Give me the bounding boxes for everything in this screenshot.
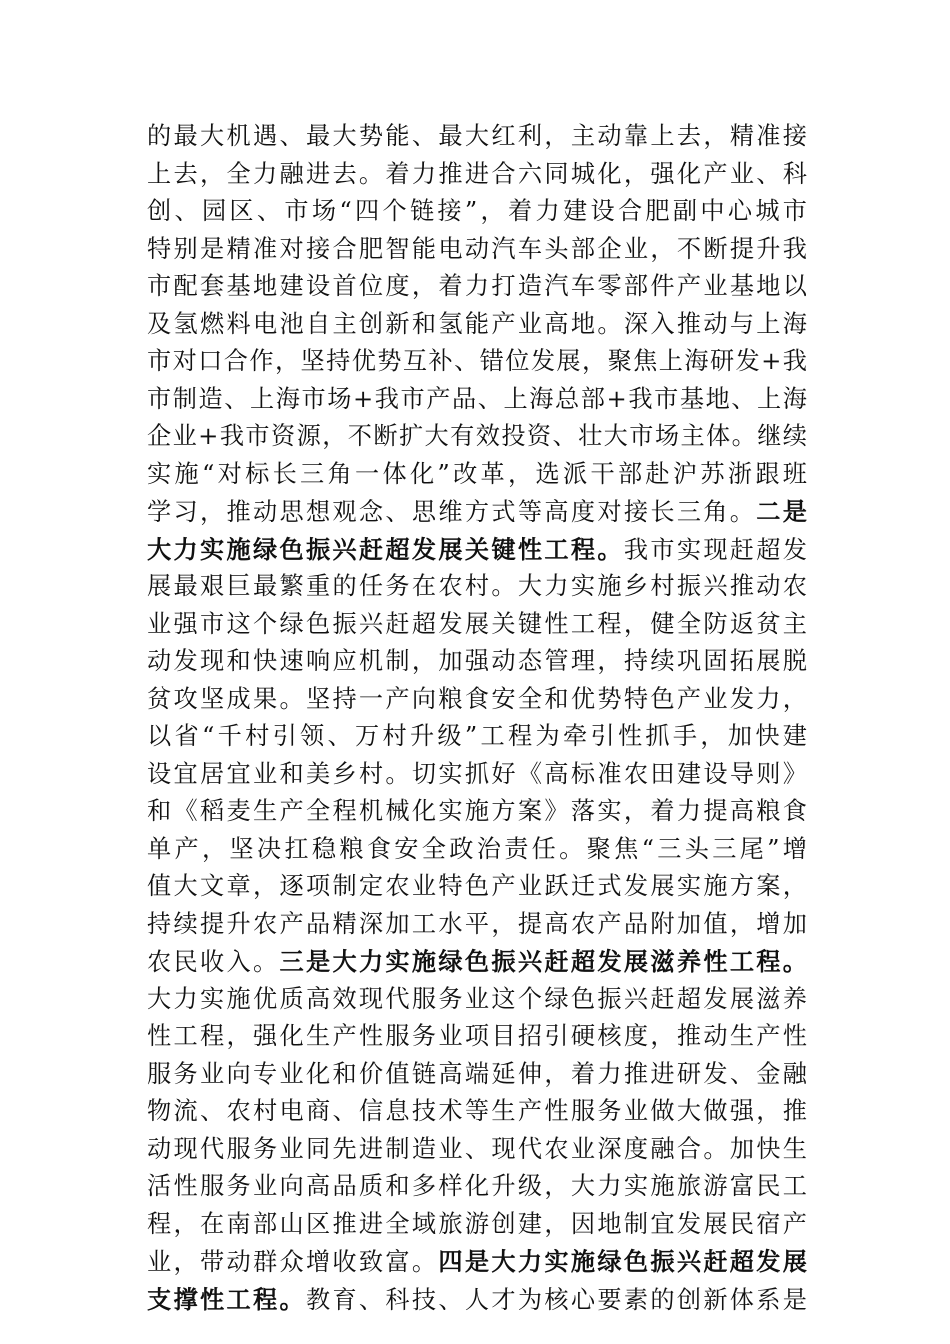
text-line [147, 531, 807, 569]
body-text: 学习，推动思想观念、思维方式等高度对接长三角。 [147, 498, 757, 526]
text-line [147, 1243, 807, 1281]
body-text: 市制造、上海市场+我市产品、上海总部+我市基地、上海 [147, 384, 807, 413]
text-line [147, 756, 807, 794]
text-line [147, 681, 807, 719]
body-text: 的最大机遇、最大势能、最大红利，主动靠上去，精准接 [147, 122, 807, 150]
text-line [147, 831, 807, 869]
text-line [147, 1056, 807, 1094]
text-line [147, 906, 807, 944]
body-text: 农民收入。 [147, 948, 280, 976]
body-text: 动发现和快速响应机制，加强动态管理，持续巩固拓展脱 [147, 647, 807, 675]
text-line [147, 381, 807, 419]
text-line [147, 793, 807, 831]
body-text: 市配套基地建设首位度，着力打造汽车零部件产业基地以 [147, 272, 807, 300]
bold-heading-text: 三是大力实施绿色振兴赶超发展滋养性工程。 [279, 947, 807, 976]
bold-heading-text: 大力实施绿色振兴赶超发展关键性工程。 [147, 534, 624, 564]
body-text: 程，在南部山区推进全域旅游创建，因地制宜发展民宿产 [147, 1209, 807, 1238]
body-text: 创、园区、市场“四个链接”，着力建设合肥副中心城市 [147, 197, 807, 225]
text-line [147, 643, 807, 681]
body-text: 动现代服务业同先进制造业、现代农业深度融合。加快生 [147, 1134, 807, 1163]
text-line [147, 1093, 807, 1131]
body-text: 和《稻麦生产全程机械化实施方案》落实，着力提高粮食 [147, 797, 807, 825]
body-text: 展最艰巨最繁重的任务在农村。大力实施乡村振兴推动农 [147, 572, 807, 600]
body-text: 设宜居宜业和美乡村。切实抓好《高标准农田建设导则》 [147, 759, 807, 788]
text-line [147, 943, 807, 981]
document-page [147, 118, 807, 1318]
text-line [147, 156, 807, 194]
body-text: 业强市这个绿色振兴赶超发展关键性工程，健全防返贫主 [147, 609, 807, 638]
body-text: 业，带动群众增收致富。 [147, 1248, 439, 1276]
body-text: 市对口合作，坚持优势互补、错位发展，聚焦上海研发+我 [147, 347, 807, 375]
body-text: 以省“千村引领、万村升级”工程为牵引性抓手，加快建 [147, 722, 807, 750]
text-line [147, 981, 807, 1019]
body-text: 特别是精准对接合肥智能电动汽车头部企业，不断提升我 [147, 234, 807, 263]
bold-heading-text: 四是大力实施绿色振兴赶超发展 [438, 1247, 807, 1276]
body-text: 服务业向专业化和价值链高端延伸，着力推进研发、金融 [147, 1059, 807, 1088]
text-line [147, 1018, 807, 1056]
text-line [147, 193, 807, 231]
text-line [147, 343, 807, 381]
body-text: 物流、农村电商、信息技术等生产性服务业做大做强，推 [147, 1097, 807, 1125]
body-text: 贫攻坚成果。坚持一产向粮食安全和优势特色产业发力， [147, 684, 807, 713]
text-line [147, 268, 807, 306]
body-text: 我市实现赶超发 [623, 535, 807, 564]
body-text: 上去，全力融进去。着力推进合六同城化，强化产业、科 [147, 159, 807, 188]
text-line [147, 493, 807, 531]
body-text: 教育、科技、人才为核心要素的创新体系是 [305, 1285, 807, 1314]
body-text: 持续提升农产品精深加工水平，提高农产品附加值，增加 [147, 909, 807, 938]
text-line [147, 1206, 807, 1244]
text-line [147, 456, 807, 494]
text-line [147, 118, 807, 156]
body-text: 性工程，强化生产性服务业项目招引硬核度，推动生产性 [147, 1022, 807, 1050]
text-line [147, 1168, 807, 1206]
bold-heading-text: 支撑性工程。 [147, 1284, 306, 1314]
text-line [147, 418, 807, 456]
body-text: 企业+我市资源，不断扩大有效投资、壮大市场主体。继续 [147, 422, 807, 450]
body-text: 大力实施优质高效现代服务业这个绿色振兴赶超发展滋养 [147, 984, 807, 1013]
text-line [147, 1281, 807, 1319]
body-text: 及氢燃料电池自主创新和氢能产业高地。深入推动与上海 [147, 309, 807, 338]
text-line [147, 231, 807, 269]
bold-heading-text: 二是 [756, 497, 807, 526]
body-text: 单产，坚决扛稳粮食安全政治责任。聚焦“三头三尾”增 [147, 834, 807, 863]
text-line [147, 568, 807, 606]
text-line [147, 868, 807, 906]
body-text: 活性服务业向高品质和多样化升级，大力实施旅游富民工 [147, 1172, 807, 1200]
text-line [147, 306, 807, 344]
text-line [147, 606, 807, 644]
text-line [147, 1131, 807, 1169]
body-text: 值大文章，逐项制定农业特色产业跃迁式发展实施方案， [147, 872, 807, 900]
text-line [147, 718, 807, 756]
body-text: 实施“对标长三角一体化”改革，选派干部赴沪苏浙跟班 [147, 459, 807, 488]
